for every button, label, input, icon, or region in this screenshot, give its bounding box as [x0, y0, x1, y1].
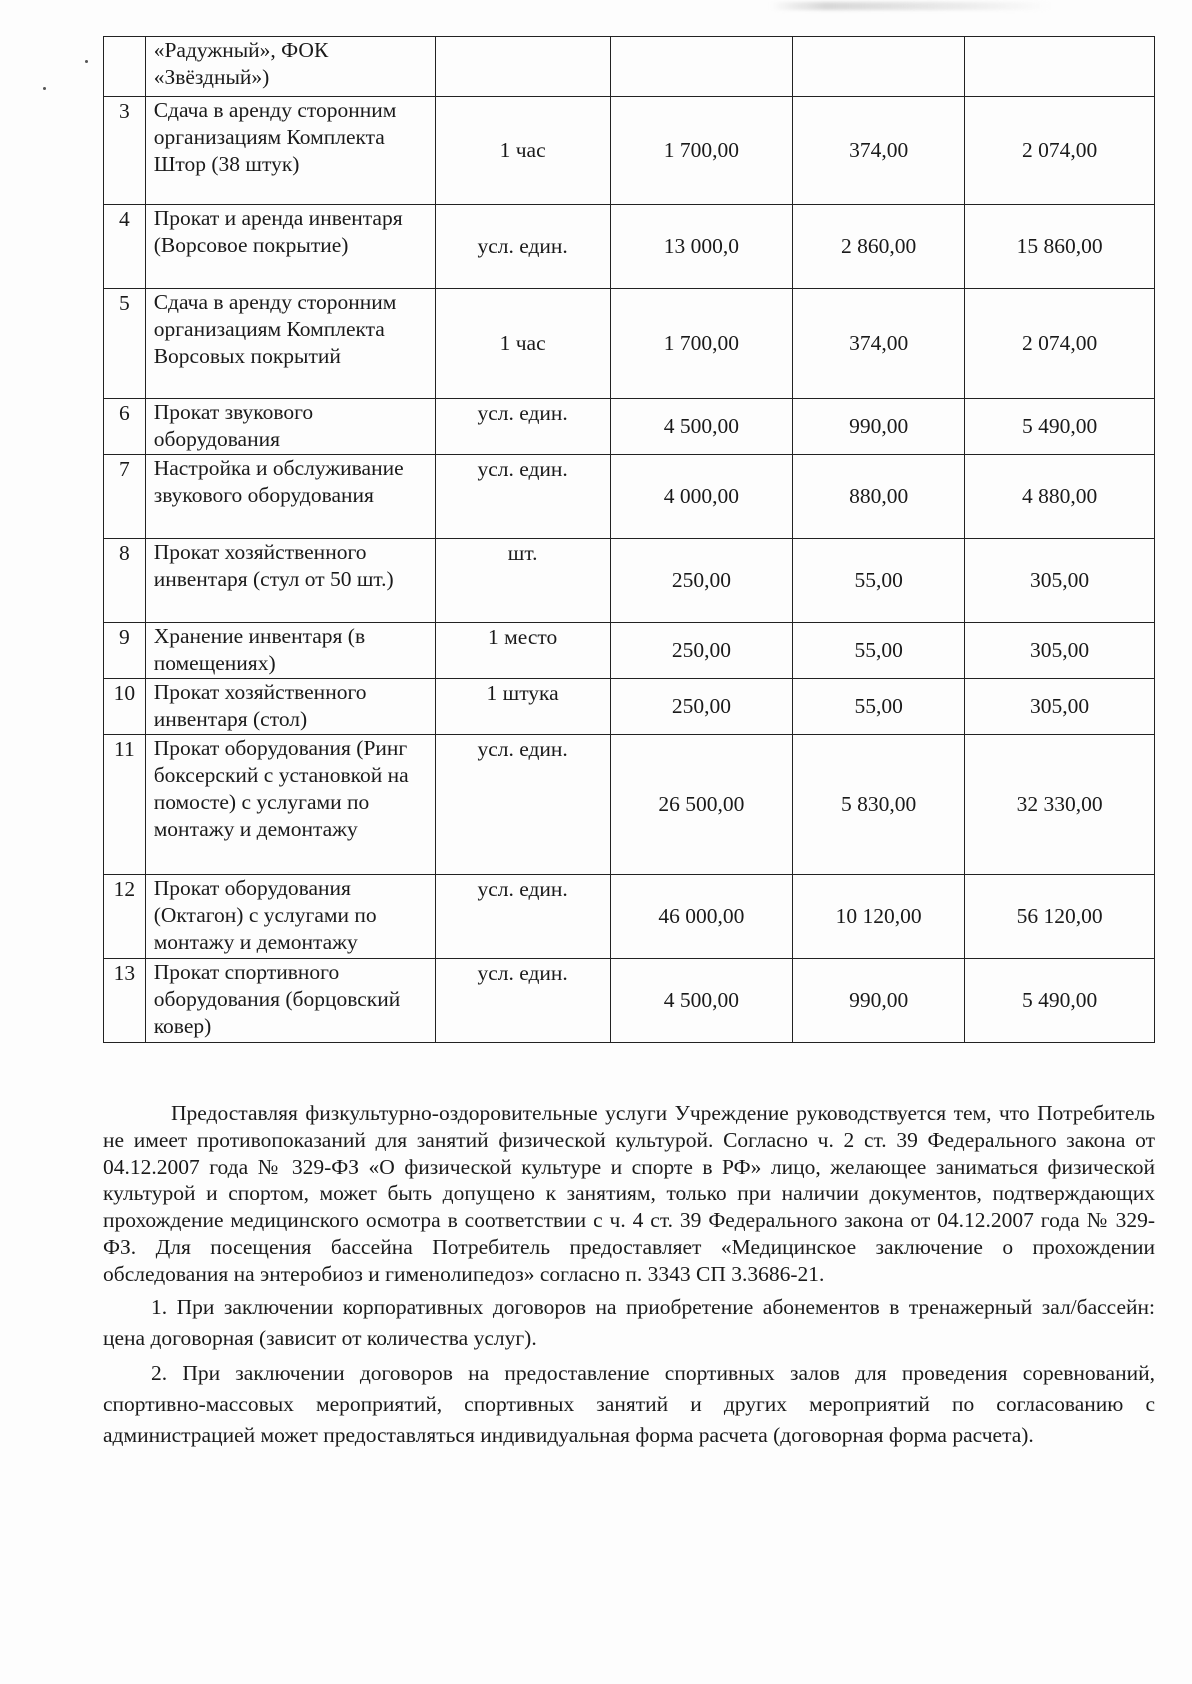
scan-speck [85, 60, 88, 63]
unit [435, 37, 610, 97]
total: 2 074,00 [965, 97, 1155, 205]
price: 13 000,0 [610, 205, 792, 289]
price: 250,00 [610, 539, 792, 623]
row-number: 3 [104, 97, 146, 205]
vat: 55,00 [793, 623, 965, 679]
row-number: 4 [104, 205, 146, 289]
table-row [104, 735, 1155, 875]
service-name: Прокат и аренда инвентаря (Ворсовое покрытие) [145, 205, 435, 289]
unit: усл. един. [435, 959, 610, 1043]
scan-speck [43, 87, 46, 90]
table-row [104, 959, 1155, 1043]
unit: усл. един. [435, 875, 610, 959]
table-row [104, 97, 1155, 205]
price-table [103, 36, 1155, 1043]
numbered-item-2: 2. При заключении договоров на предоставление спортивных залов для проведения соревнований, спортивно-массовых мероприятий, спортивных занятий и других мероприятий по согласованию с администрацией может предоставляться индивидуальная форма расчета (договорная форма расчета). [103, 1360, 1155, 1447]
service-name: «Радужный», ФОК «Звёздный») [145, 37, 435, 97]
vat: 990,00 [793, 959, 965, 1043]
table-row [104, 399, 1155, 455]
vat: 990,00 [793, 399, 965, 455]
service-name: Хранение инвентаря (в помещениях) [145, 623, 435, 679]
price: 4 500,00 [610, 959, 792, 1043]
service-name: Прокат спортивного оборудования (борцовский ковер) [145, 959, 435, 1043]
vat: 374,00 [793, 97, 965, 205]
vat: 5 830,00 [793, 735, 965, 875]
price: 4 000,00 [610, 455, 792, 539]
service-name: Сдача в аренду сторонним организациям Комплекта Ворсовых покрытий [145, 289, 435, 399]
total: 32 330,00 [965, 735, 1155, 875]
total: 56 120,00 [965, 875, 1155, 959]
service-name: Настройка и обслуживание звукового оборудования [145, 455, 435, 539]
total: 4 880,00 [965, 455, 1155, 539]
vat: 55,00 [793, 539, 965, 623]
price: 1 700,00 [610, 289, 792, 399]
total: 2 074,00 [965, 289, 1155, 399]
table-row [104, 205, 1155, 289]
price: 250,00 [610, 679, 792, 735]
vat: 55,00 [793, 679, 965, 735]
price: 26 500,00 [610, 735, 792, 875]
row-number: 7 [104, 455, 146, 539]
service-name: Прокат хозяйственного инвентаря (стул от 50 шт.) [145, 539, 435, 623]
vat: 880,00 [793, 455, 965, 539]
price: 46 000,00 [610, 875, 792, 959]
price: 250,00 [610, 623, 792, 679]
service-name: Прокат оборудования (Ринг боксерский с установкой на помосте) с услугами по монтажу и демонтажу [145, 735, 435, 875]
unit: 1 час [435, 289, 610, 399]
table-row [104, 679, 1155, 735]
row-number: 9 [104, 623, 146, 679]
row-number: 8 [104, 539, 146, 623]
row-number: 13 [104, 959, 146, 1043]
unit: усл. един. [435, 205, 610, 289]
unit: шт. [435, 539, 610, 623]
service-name: Прокат хозяйственного инвентаря (стол) [145, 679, 435, 735]
row-number: 10 [104, 679, 146, 735]
vat: 10 120,00 [793, 875, 965, 959]
total: 305,00 [965, 679, 1155, 735]
scan-artifact [770, 2, 1050, 10]
service-name: Прокат звукового оборудования [145, 399, 435, 455]
total: 5 490,00 [965, 399, 1155, 455]
service-name: Прокат оборудования (Октагон) с услугами по монтажу и демонтажу [145, 875, 435, 959]
row-number [104, 37, 146, 97]
unit: 1 штука [435, 679, 610, 735]
unit: усл. един. [435, 735, 610, 875]
total: 305,00 [965, 623, 1155, 679]
unit: усл. един. [435, 399, 610, 455]
total: 15 860,00 [965, 205, 1155, 289]
row-number: 5 [104, 289, 146, 399]
total: 5 490,00 [965, 959, 1155, 1043]
price: 1 700,00 [610, 97, 792, 205]
price: 4 500,00 [610, 399, 792, 455]
intro-paragraph: Предоставляя физкультурно-оздоровительные услуги Учреждение руководствуется тем, что Потребитель не имеет противопоказаний для занятий физической культурой. Согласно ч. 2 ст. 39 Федерального закона от 04.12.2007 года № 329-ФЗ «О физической культуре и спорте в РФ» лицо, желающее заниматься физической культурой и спортом, может быть допущено к занятиям, только при наличии документов, подтверждающих прохождение медицинского осмотра в соответствии с ч. 4 ст. 39 Федерального закона от 04.12.2007 года № 329-ФЗ. Для посещения бассейна Потребитель предоставляет «Медицинское заключение о прохождении обследования на энтеробиоз и гименолипедоз» согласно п. 3343 СП 3.3686-21. [103, 1101, 1155, 1286]
body-text [103, 1100, 1155, 1451]
row-number: 11 [104, 735, 146, 875]
unit: 1 час [435, 97, 610, 205]
table-row [104, 37, 1155, 97]
price [610, 37, 792, 97]
table-row [104, 289, 1155, 399]
vat [793, 37, 965, 97]
table-row [104, 539, 1155, 623]
total [965, 37, 1155, 97]
vat: 374,00 [793, 289, 965, 399]
numbered-item-1: 1. При заключении корпоративных договоров на приобретение абонементов в тренажерный зал/бассейн: цена договорная (зависит от количества услуг). [103, 1294, 1155, 1350]
unit: усл. един. [435, 455, 610, 539]
service-name: Сдача в аренду сторонним организациям Комплекта Штор (38 штук) [145, 97, 435, 205]
row-number: 12 [104, 875, 146, 959]
unit: 1 место [435, 623, 610, 679]
table-row [104, 455, 1155, 539]
vat: 2 860,00 [793, 205, 965, 289]
row-number: 6 [104, 399, 146, 455]
total: 305,00 [965, 539, 1155, 623]
table-row [104, 875, 1155, 959]
table-row [104, 623, 1155, 679]
